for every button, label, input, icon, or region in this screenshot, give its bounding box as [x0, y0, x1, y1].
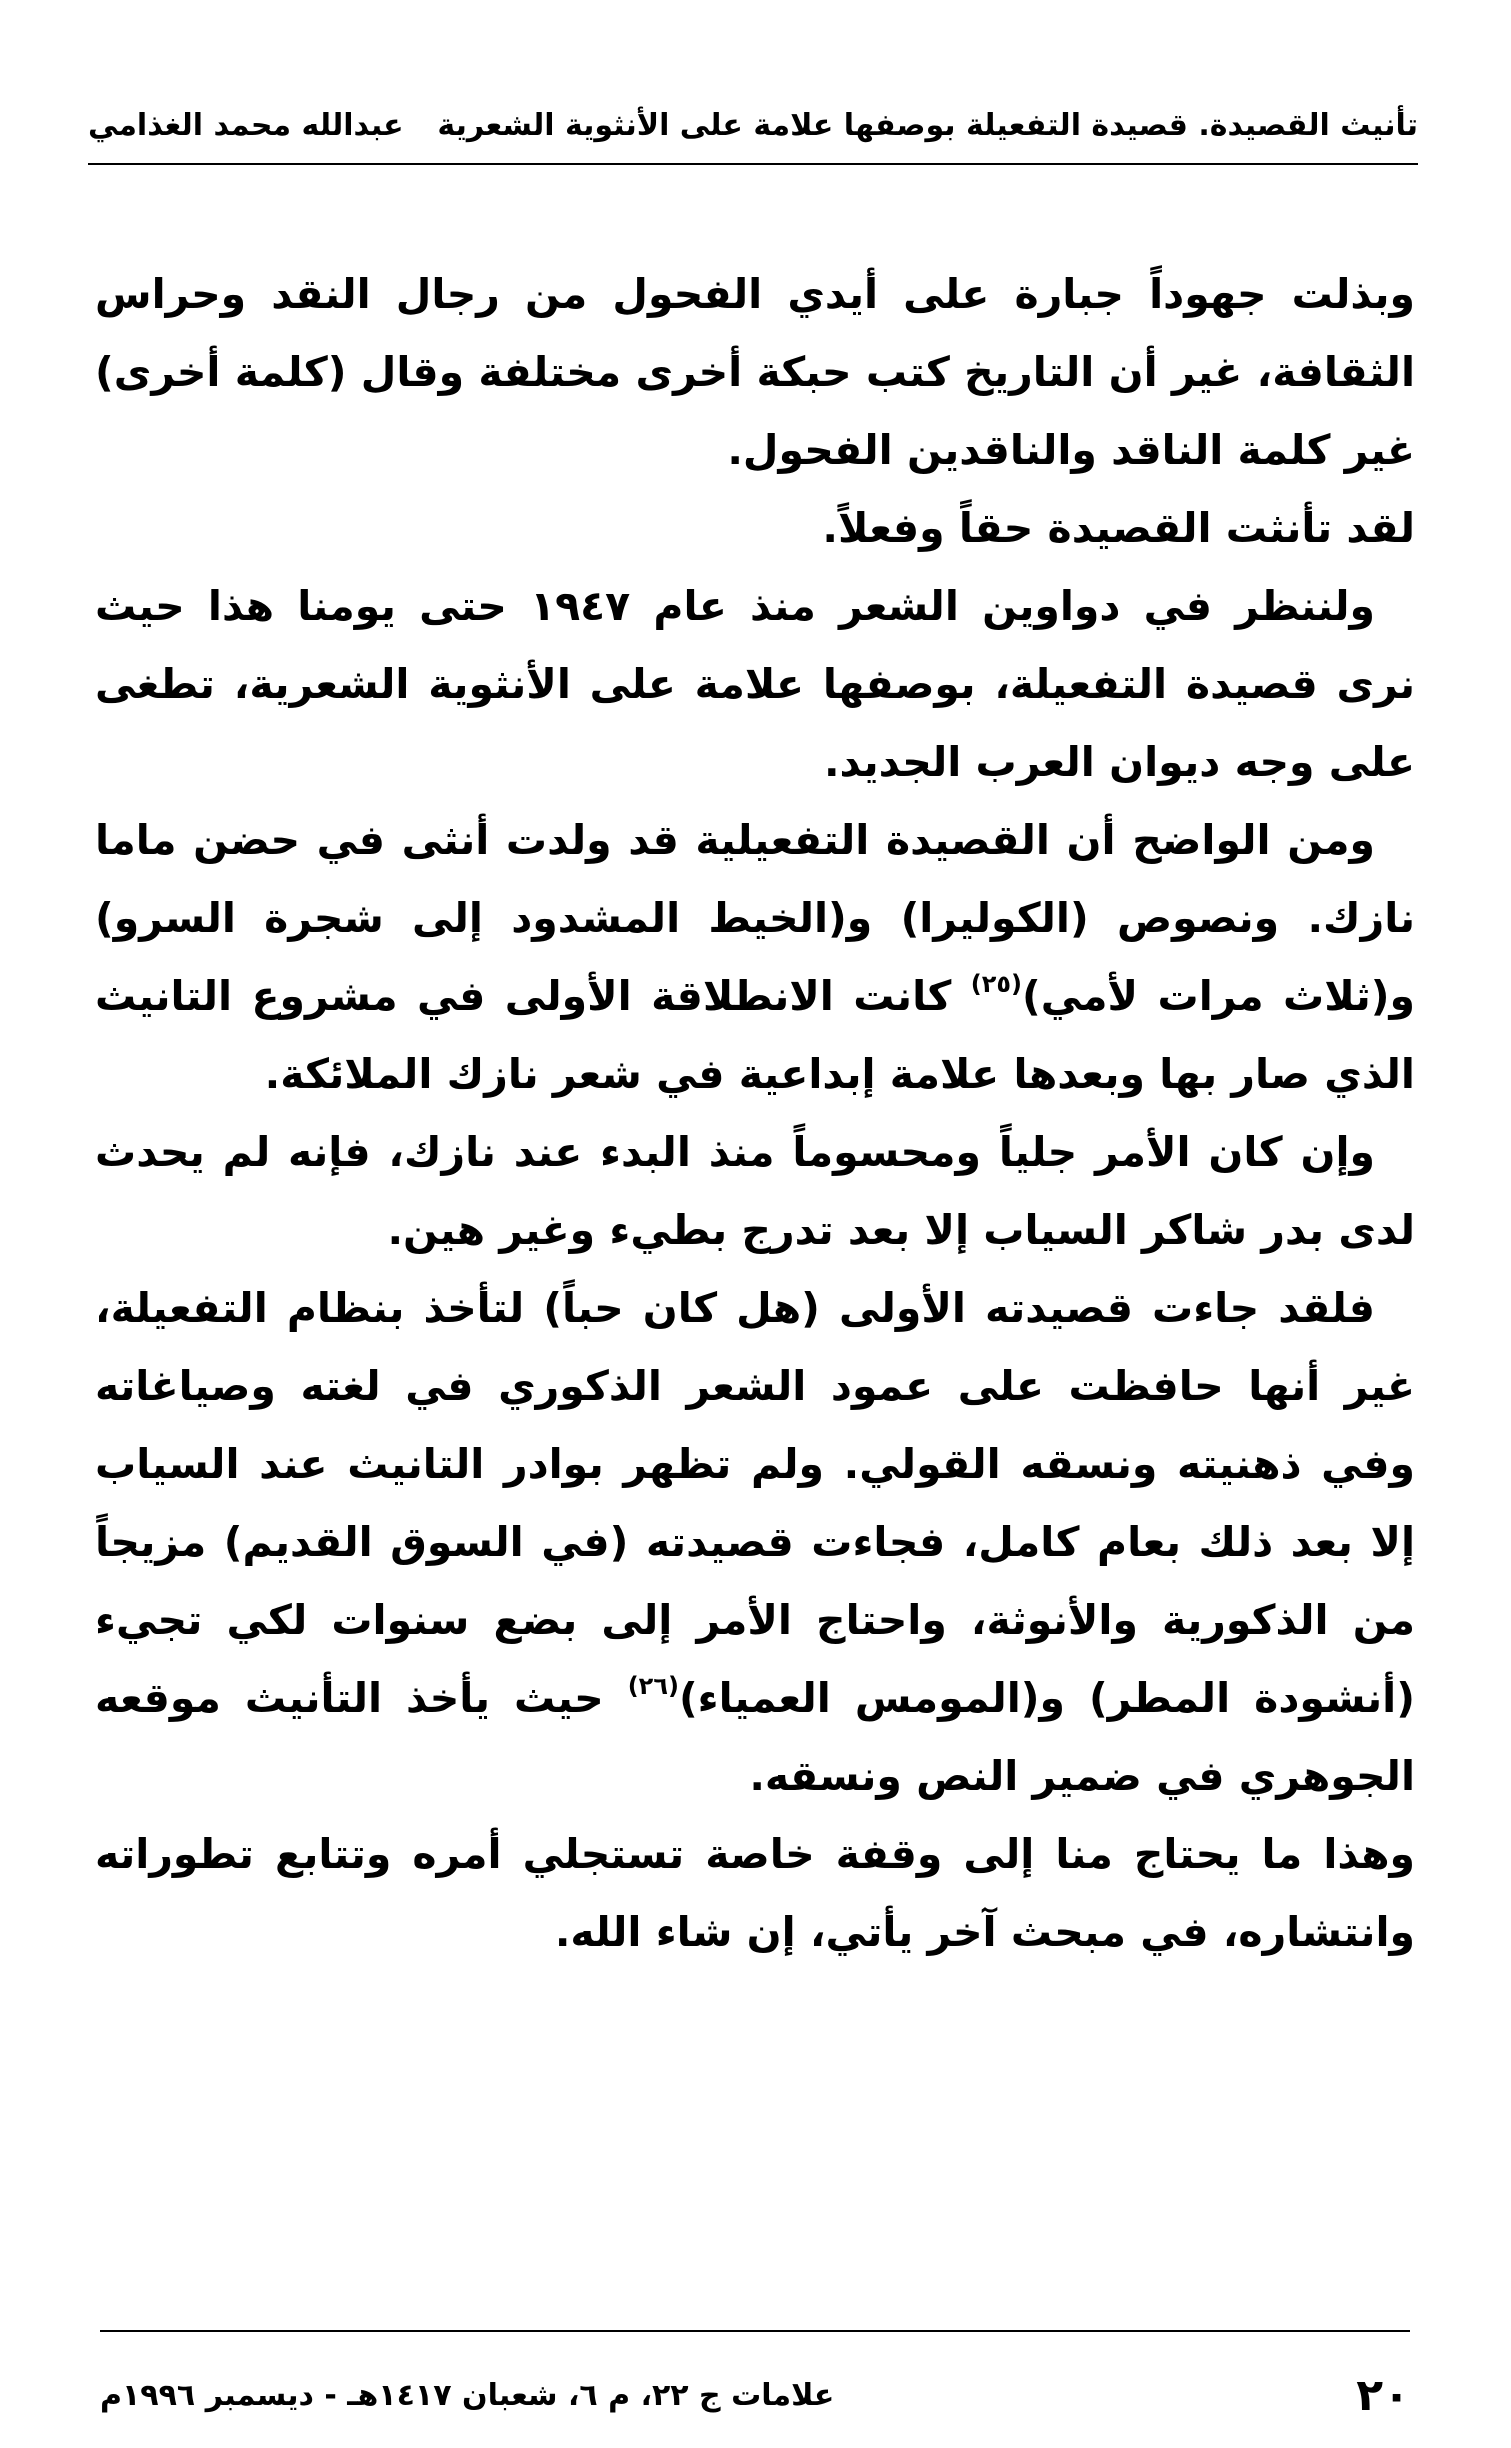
paragraph [95, 1113, 1415, 1269]
paragraph-text: لقد تأنثت القصيدة حقاً وفعلاً. [822, 504, 1415, 552]
paragraph-text: ومن الواضح أن القصيدة التفعيلية قد ولدت أنثى في حضن ماما نازك. ونصوص (الكوليرا) و(الخيط المشدود إلى شجرة السرو) و(ثلاث مرات لأمي) [95, 816, 1415, 1020]
paragraph [95, 489, 1415, 567]
body-text [95, 255, 1415, 1971]
footnote-marker[interactable]: (٢٥) [970, 970, 1022, 998]
paragraph-text: وبذلت جهوداً جبارة على أيدي الفحول من رجال النقد وحراس الثقافة، غير أن التاريخ كتب حبكة أخرى مختلفة وقال (كلمة أخرى) غير كلمة الناقد والناقدين الفحول. [95, 270, 1415, 474]
journal-citation: علامات ج ٢٢، م ٦، شعبان ١٤١٧هـ - ديسمبر ١٩٩٦م [100, 2377, 835, 2413]
paragraph [95, 255, 1415, 489]
paragraph-text-continued: كانت الانطلاقة الأولى في مشروع التانيث الذي صار بها وبعدها علامة إبداعية في شعر نازك الملائكة. [95, 972, 1415, 1098]
paragraph [95, 567, 1415, 801]
paragraph-text: ولننظر في دواوين الشعر منذ عام ١٩٤٧ حتى يومنا هذا حيث نرى قصيدة التفعيلة، بوصفها علامة على الأنثوية الشعرية، تطغى على وجه ديوان العرب الجديد. [95, 582, 1415, 786]
footer-divider [100, 2330, 1410, 2332]
header-author: عبدالله محمد الغذامي [88, 107, 404, 143]
paragraph-text-continued: حيث يأخذ التأنيث موقعه الجوهري في ضمير النص ونسقه. [95, 1674, 1415, 1800]
paragraph [95, 1815, 1415, 1971]
paragraph-text: وإن كان الأمر جلياً ومحسوماً منذ البدء عند نازك، فإنه لم يحدث لدى بدر شاكر السياب إلا بعد تدرج بطيء وغير هين. [95, 1128, 1415, 1254]
paragraph-text: وهذا ما يحتاج منا إلى وقفة خاصة تستجلي أمره وتتابع تطوراته وانتشاره، في مبحث آخر يأتي، إن شاء الله. [95, 1830, 1415, 1956]
page-footer [100, 2360, 1410, 2430]
paragraph [95, 801, 1415, 1113]
header-title: تأنيث القصيدة. قصيدة التفعيلة بوصفها علامة على الأنثوية الشعرية [437, 107, 1418, 143]
paragraph-text: فلقد جاءت قصيدته الأولى (هل كان حباً) لتأخذ بنظام التفعيلة، غير أنها حافظت على عمود الشعر الذكوري في لغته وصياغاته وفي ذهنيته ونسقه القولي. ولم تظهر بوادر التانيث عند السياب إلا بعد ذلك بعام كامل، فجاءت قصيدته (في السوق القديم) مزيجاً من الذكورية والأنوثة، واحتاج الأمر إلى بضع سنوات لكي تجيء (أنشودة المطر) و(المومس العمياء) [95, 1284, 1415, 1722]
paragraph [95, 1269, 1415, 1815]
footnote-marker[interactable]: (٢٦) [627, 1672, 679, 1700]
header-divider [88, 163, 1418, 165]
page-number: ٢٠ [1356, 2369, 1410, 2421]
running-header [88, 95, 1418, 155]
